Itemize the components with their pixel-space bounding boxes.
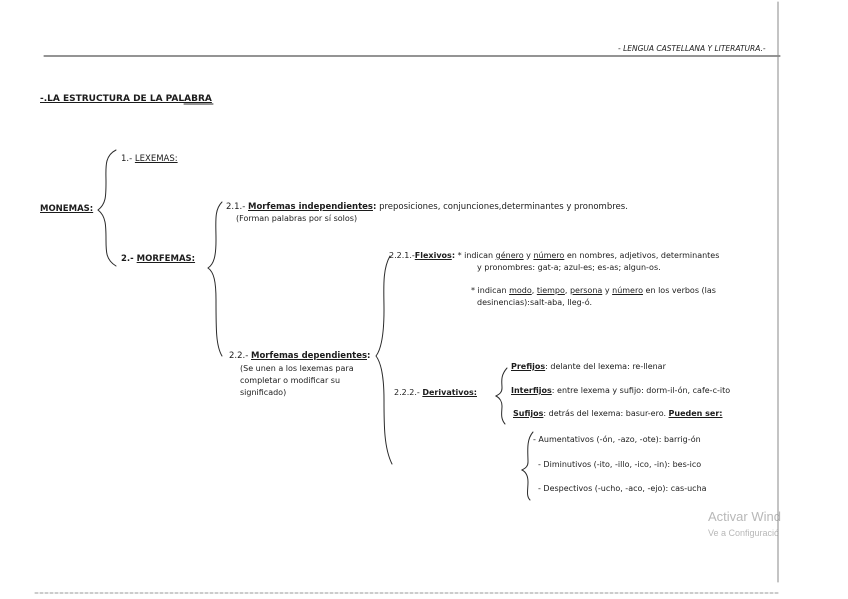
- derivativos-num: 2.2.2.-: [394, 388, 420, 397]
- brace-sufijos: [522, 432, 533, 500]
- lexemas-num: 1.-: [121, 154, 133, 164]
- brace-dependientes: [376, 256, 392, 464]
- independientes-label: Morfemas independientes: [248, 202, 373, 212]
- sufijos-item: Sufijos: detrás del lexema: basur-ero. Pueden ser:: [513, 409, 723, 418]
- morfemas-num: 2.-: [121, 254, 134, 264]
- derivativos-label: Derivativos:: [422, 388, 477, 397]
- despectivos-item: - Despectivos (-ucho, -aco, -ejo): cas-ucha: [538, 484, 707, 493]
- interfijos-item: Interfijos: entre lexema y sufijo: dorm-il-ón, cafe-c-ito: [511, 386, 731, 395]
- dependientes-note-1: (Se unen a los lexemas para: [240, 364, 354, 373]
- dependientes-note-3: significado): [240, 388, 287, 397]
- brace-derivativos: [496, 368, 507, 424]
- prefijos-item: Prefijos: delante del lexema: re-llenar: [511, 362, 666, 371]
- dependientes-num: 2.2.-: [229, 351, 249, 361]
- morfemas-label: MORFEMAS:: [136, 254, 196, 264]
- aumentativos-item: - Aumentativos (-ón, -azo, -ote): barrig-ón: [533, 435, 701, 444]
- dependientes-item: 2.2.- Morfemas dependientes:: [229, 351, 371, 361]
- independientes-note: (Forman palabras por sí solos): [236, 214, 358, 223]
- flexivos-item1: * indican género y número en nombres, adjetivos, determinantes: [457, 251, 720, 260]
- independientes-desc: preposiciones, conjunciones,determinantes y pronombres.: [379, 202, 628, 212]
- monemas-label: MONEMAS:: [40, 204, 94, 214]
- brace-monemas: [98, 150, 116, 266]
- flexivos-label: Flexivos: [414, 251, 452, 260]
- flexivos-item2-line2: desinencias):salt-aba, lleg-ó.: [477, 298, 593, 307]
- flexivos-item1-line2: y pronombres: gat-a; azul-es; es-as; algun-os.: [477, 263, 661, 272]
- brace-morfemas: [208, 202, 222, 356]
- activation-watermark-title: Activar Wind: [708, 509, 781, 524]
- activation-watermark-subtitle: Ve a Configuració: [708, 528, 780, 538]
- diminutivos-item: - Diminutivos (-ito, -illo, -ico, -in): bes-ico: [538, 460, 702, 469]
- independientes-item: 2.1.- Morfemas independientes: preposiciones, conjunciones,determinantes y pronombres.: [226, 202, 628, 212]
- dependientes-note-2: completar o modificar su: [240, 376, 341, 385]
- page-title: -.LA ESTRUCTURA DE LA PALABRA: [40, 94, 212, 104]
- lexemas-label: LEXEMAS:: [134, 154, 178, 164]
- subject-header: - LENGUA CASTELLANA Y LITERATURA.-: [618, 44, 766, 53]
- independientes-num: 2.1.-: [226, 202, 246, 212]
- flexivos-num: 2.2.1.-: [389, 251, 415, 260]
- flexivos-item2: * indican modo, tiempo, persona y número en los verbos (las: [471, 286, 716, 295]
- dependientes-label: Morfemas dependientes: [251, 351, 368, 361]
- flexivos-item: 2.2.1.-Flexivos: * indican género y número en nombres, adjetivos, determinantes: [389, 251, 720, 260]
